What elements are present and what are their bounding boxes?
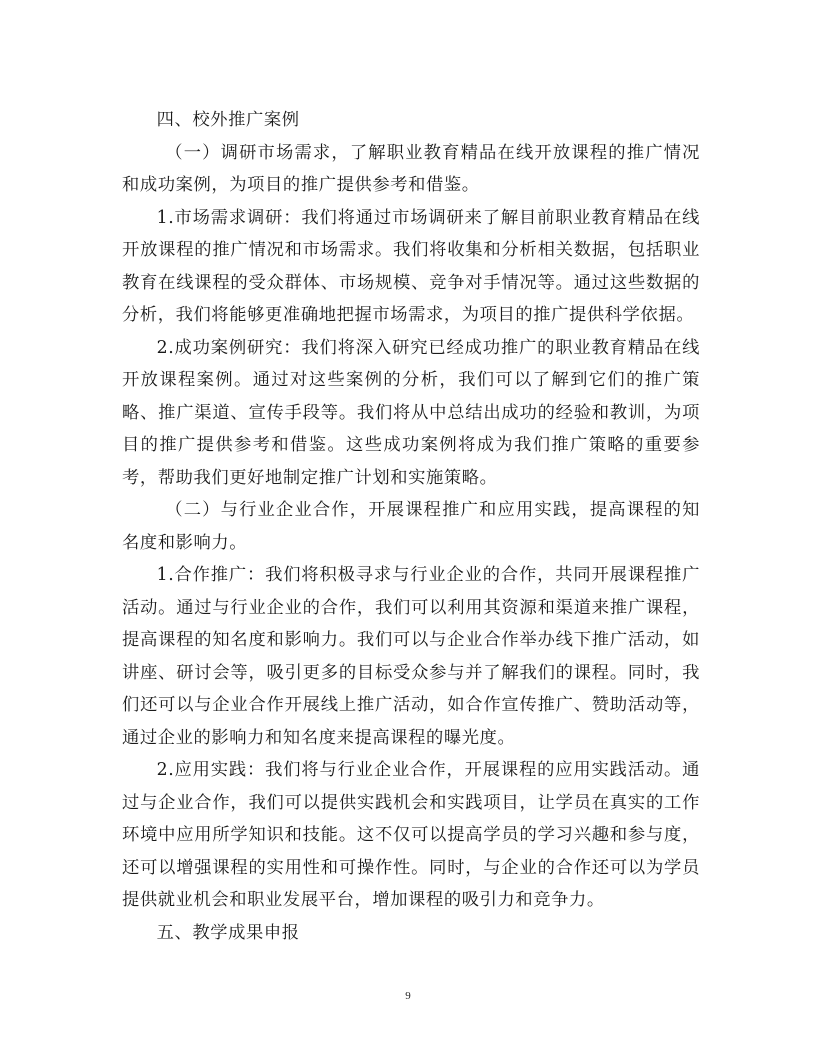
section-heading-4: 四、校外推广案例	[156, 110, 300, 130]
paragraph-cooperative-promotion: 1.合作推广：我们将积极寻求与行业企业的合作，共同开展课程推广活动。通过与行业企业的合作，我们可以利用其资源和渠道来推广课程，提高课程的知名度和影响力。我们可以与企业合作举办线下推广活动，如讲座、研讨会等，吸引更多的目标受众参与并了解我们的课程。同时，我们还可以与企业合作开展线上推广活动，如合作宣传推广、赞助活动等，通过企业的影响力和知名度来提高课程的曝光度。	[122, 565, 700, 748]
paragraph-market-research: 1.市场需求调研：我们将通过市场调研来了解目前职业教育精品在线开放课程的推广情况和市场需求。我们将收集和分析相关数据，包括职业教育在线课程的受众群体、市场规模、竞争对手情况等。通过这些数据的分析，我们将能够更准确地把握市场需求，为项目的推广提供科学依据。	[122, 207, 700, 325]
paragraph-applied-practice: 2.应用实践：我们将与行业企业合作，开展课程的应用实践活动。通过与企业合作，我们可以提供实践机会和实践项目，让学员在真实的工作环境中应用所学知识和技能。这不仅可以提高学员的学习兴趣和参与度，还可以增强课程的实用性和可操作性。同时，与企业的合作还可以为学员提供就业机会和职业发展平台，增加课程的吸引力和竞争力。	[122, 760, 700, 910]
subsection-heading-2: （二）与行业企业合作，开展课程推广和应用实践，提高课程的知名度和影响力。	[122, 500, 700, 553]
paragraph-case-study: 2.成功案例研究：我们将深入研究已经成功推广的职业教育精品在线开放课程案例。通过对这些案例的分析，我们可以了解到它们的推广策略、推广渠道、宣传手段等。我们将从中总结出成功的经验和教训，为项目的推广提供参考和借鉴。这些成功案例将成为我们推广策略的重要参考，帮助我们更好地制定推广计划和实施策略。	[122, 337, 700, 488]
page-number: 9	[405, 990, 411, 1002]
subsection-heading-1: （一）调研市场需求，了解职业教育精品在线开放课程的推广情况和成功案例，为项目的推广提供参考和借鉴。	[122, 142, 700, 195]
document-body	[122, 104, 700, 949]
section-heading-5: 五、教学成果申报	[156, 922, 300, 943]
